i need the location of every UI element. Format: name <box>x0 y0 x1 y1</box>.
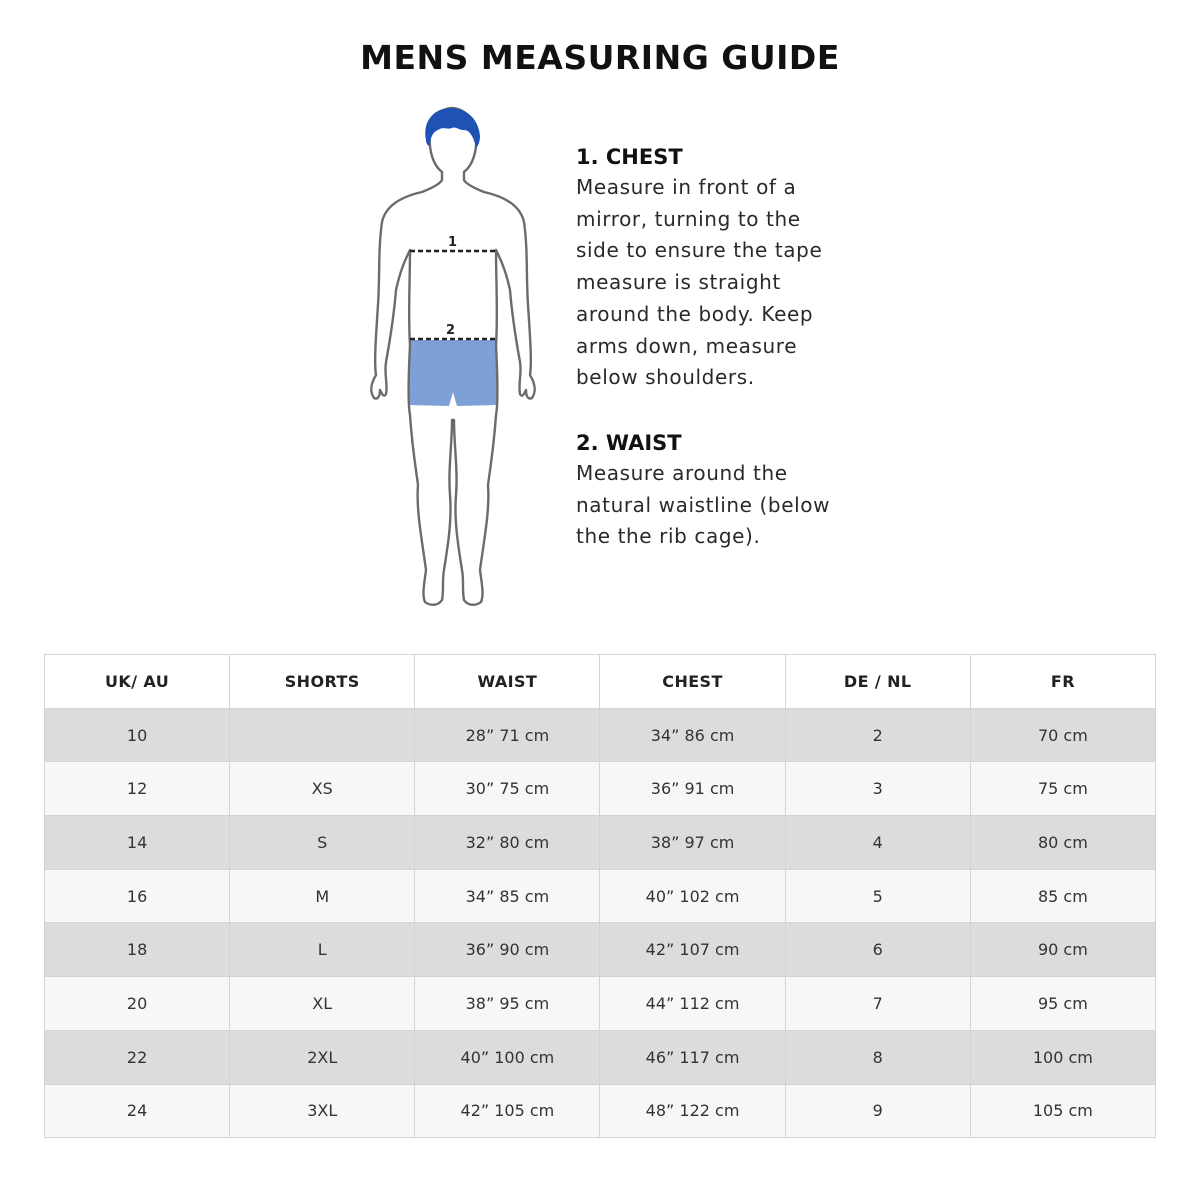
de-nl-cell: 7 <box>785 977 970 1031</box>
waist-cell: 34” 85 cm <box>415 869 600 923</box>
uk-au-cell: 12 <box>45 762 230 816</box>
table-row <box>45 816 1156 870</box>
table-body <box>45 708 1156 1138</box>
chest-cell: 48” 122 cm <box>600 1084 785 1138</box>
chest-cell: 38” 97 cm <box>600 816 785 870</box>
chest-heading: 1. CHEST <box>576 145 683 169</box>
uk-au-cell: 24 <box>45 1084 230 1138</box>
shorts-cell: XS <box>230 762 415 816</box>
header-de-nl: DE / NL <box>785 655 970 709</box>
shorts-cell: M <box>230 869 415 923</box>
measuring-instructions <box>576 142 876 553</box>
table-row <box>45 923 1156 977</box>
uk-au-cell: 20 <box>45 977 230 1031</box>
uk-au-cell: 14 <box>45 816 230 870</box>
table-row <box>45 708 1156 762</box>
body-outline-icon <box>360 100 550 615</box>
chest-marker-label: 1 <box>448 235 458 250</box>
chest-cell: 42” 107 cm <box>600 923 785 977</box>
waist-text <box>576 458 876 553</box>
table-row <box>45 762 1156 816</box>
uk-au-cell: 16 <box>45 869 230 923</box>
de-nl-cell: 3 <box>785 762 970 816</box>
fr-cell: 75 cm <box>970 762 1155 816</box>
fr-cell: 90 cm <box>970 923 1155 977</box>
fr-cell: 85 cm <box>970 869 1155 923</box>
table-row <box>45 977 1156 1031</box>
chest-text-line: mirror, turning to the <box>576 206 801 231</box>
chest-instructions <box>576 142 876 394</box>
fr-cell: 100 cm <box>970 1030 1155 1084</box>
body-figure-illustration <box>360 100 550 615</box>
uk-au-cell: 22 <box>45 1030 230 1084</box>
header-chest: CHEST <box>600 655 785 709</box>
chest-text-line: around the body. Keep <box>576 301 814 326</box>
header-shorts: SHORTS <box>230 655 415 709</box>
shorts-cell: L <box>230 923 415 977</box>
page-title: MENS MEASURING GUIDE <box>360 38 840 77</box>
de-nl-cell: 6 <box>785 923 970 977</box>
waist-cell: 28” 71 cm <box>415 708 600 762</box>
shorts-cell: 3XL <box>230 1084 415 1138</box>
waist-instructions <box>576 428 876 553</box>
waist-marker-label: 2 <box>446 323 456 338</box>
chest-cell: 44” 112 cm <box>600 977 785 1031</box>
de-nl-cell: 5 <box>785 869 970 923</box>
shorts-cell: S <box>230 816 415 870</box>
table-row <box>45 869 1156 923</box>
chest-text-line: measure is straight <box>576 270 781 295</box>
waist-cell: 32” 80 cm <box>415 816 600 870</box>
size-chart-table <box>44 654 1156 1138</box>
hair-shape <box>425 108 480 148</box>
waist-text-line: natural waistline (below <box>576 492 831 517</box>
table-row <box>45 1084 1156 1138</box>
fr-cell: 80 cm <box>970 816 1155 870</box>
uk-au-cell: 10 <box>45 708 230 762</box>
table-header-row <box>45 655 1156 709</box>
header-uk-au: UK/ AU <box>45 655 230 709</box>
fr-cell: 105 cm <box>970 1084 1155 1138</box>
shorts-shape <box>408 340 497 406</box>
chest-text-line: below shoulders. <box>576 365 755 390</box>
shorts-cell: XL <box>230 977 415 1031</box>
shorts-cell <box>230 708 415 762</box>
waist-cell: 40” 100 cm <box>415 1030 600 1084</box>
waist-text-line: Measure around the <box>576 460 788 485</box>
waist-cell: 38” 95 cm <box>415 977 600 1031</box>
fr-cell: 95 cm <box>970 977 1155 1031</box>
shorts-cell: 2XL <box>230 1030 415 1084</box>
fr-cell: 70 cm <box>970 708 1155 762</box>
de-nl-cell: 2 <box>785 708 970 762</box>
waist-cell: 36” 90 cm <box>415 923 600 977</box>
chest-text-line: arms down, measure <box>576 333 798 358</box>
de-nl-cell: 9 <box>785 1084 970 1138</box>
chest-cell: 46” 117 cm <box>600 1030 785 1084</box>
chest-cell: 34” 86 cm <box>600 708 785 762</box>
waist-cell: 42” 105 cm <box>415 1084 600 1138</box>
chest-cell: 40” 102 cm <box>600 869 785 923</box>
header-waist: WAIST <box>415 655 600 709</box>
waist-cell: 30” 75 cm <box>415 762 600 816</box>
uk-au-cell: 18 <box>45 923 230 977</box>
table-row <box>45 1030 1156 1084</box>
chest-text-line: side to ensure the tape <box>576 238 823 263</box>
de-nl-cell: 8 <box>785 1030 970 1084</box>
waist-text-line: the the rib cage). <box>576 524 761 549</box>
chest-text <box>576 172 876 394</box>
de-nl-cell: 4 <box>785 816 970 870</box>
chest-text-line: Measure in front of a <box>576 175 797 199</box>
chest-cell: 36” 91 cm <box>600 762 785 816</box>
waist-heading: 2. WAIST <box>576 430 682 455</box>
header-fr: FR <box>970 655 1155 709</box>
